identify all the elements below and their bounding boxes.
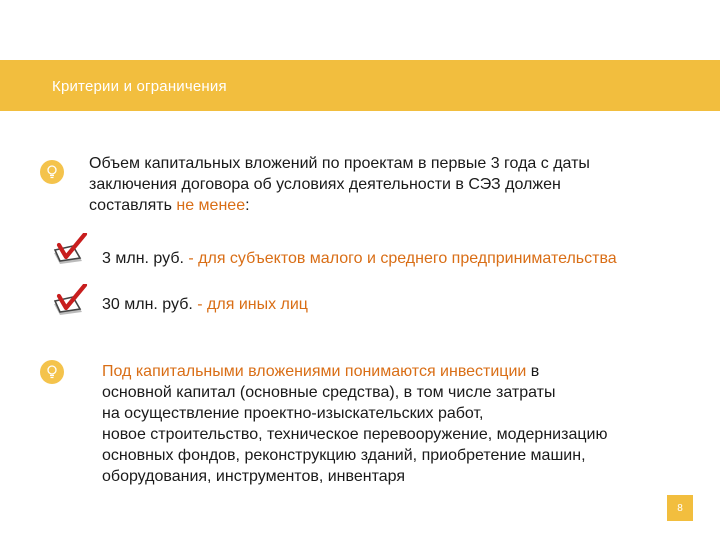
definition-line-3: на осуществление проектно-изыскательских работ, [102,405,484,422]
checkmark-box-icon [52,233,92,265]
criteria-unit: млн. руб. [119,296,193,313]
lightbulb-icon [40,160,64,184]
definition-accent: Под капитальными вложениями понимаются инвестиции [102,363,527,380]
criteria-amount: 30 [102,296,120,313]
criteria-item [102,295,308,315]
intro-paragraph [89,153,689,216]
definition-line-2: основной капитал (основные средства), в том числе затраты [102,384,556,401]
definition-line-1 [102,361,702,382]
header-band [0,60,720,111]
intro-line-3-pre: составлять [89,197,177,214]
definition-line-4: новое строительство, техническое перевооружение, модернизацию [102,426,608,443]
criteria-item [102,249,617,269]
definition-line-1-post: в [526,363,540,380]
intro-line-1: Объем капитальных вложений по проектам в первые 3 года с даты [89,155,590,172]
intro-line-3 [89,195,689,216]
definition-line-5: основных фондов, реконструкцию зданий, приобретение машин, [102,447,586,464]
intro-accent: не менее [176,197,246,214]
page-number: 8 [667,495,693,521]
slide-title: Критерии и ограничения [52,78,227,95]
checkmark-box-icon [52,284,92,316]
lightbulb-icon [40,360,64,384]
criteria-amount: 3 [102,250,111,267]
criteria-unit: млн. руб. [110,250,184,267]
intro-line-2: заключения договора об условиях деятельности в СЭЗ должен [89,176,561,193]
definition-line-6: оборудования, инструментов, инвентаря [102,468,405,485]
intro-line-3-post: : [245,197,250,214]
definition-paragraph [102,361,702,487]
criteria-desc: - для иных лиц [192,296,308,313]
criteria-desc: - для субъектов малого и среднего предпринимательства [183,250,617,267]
